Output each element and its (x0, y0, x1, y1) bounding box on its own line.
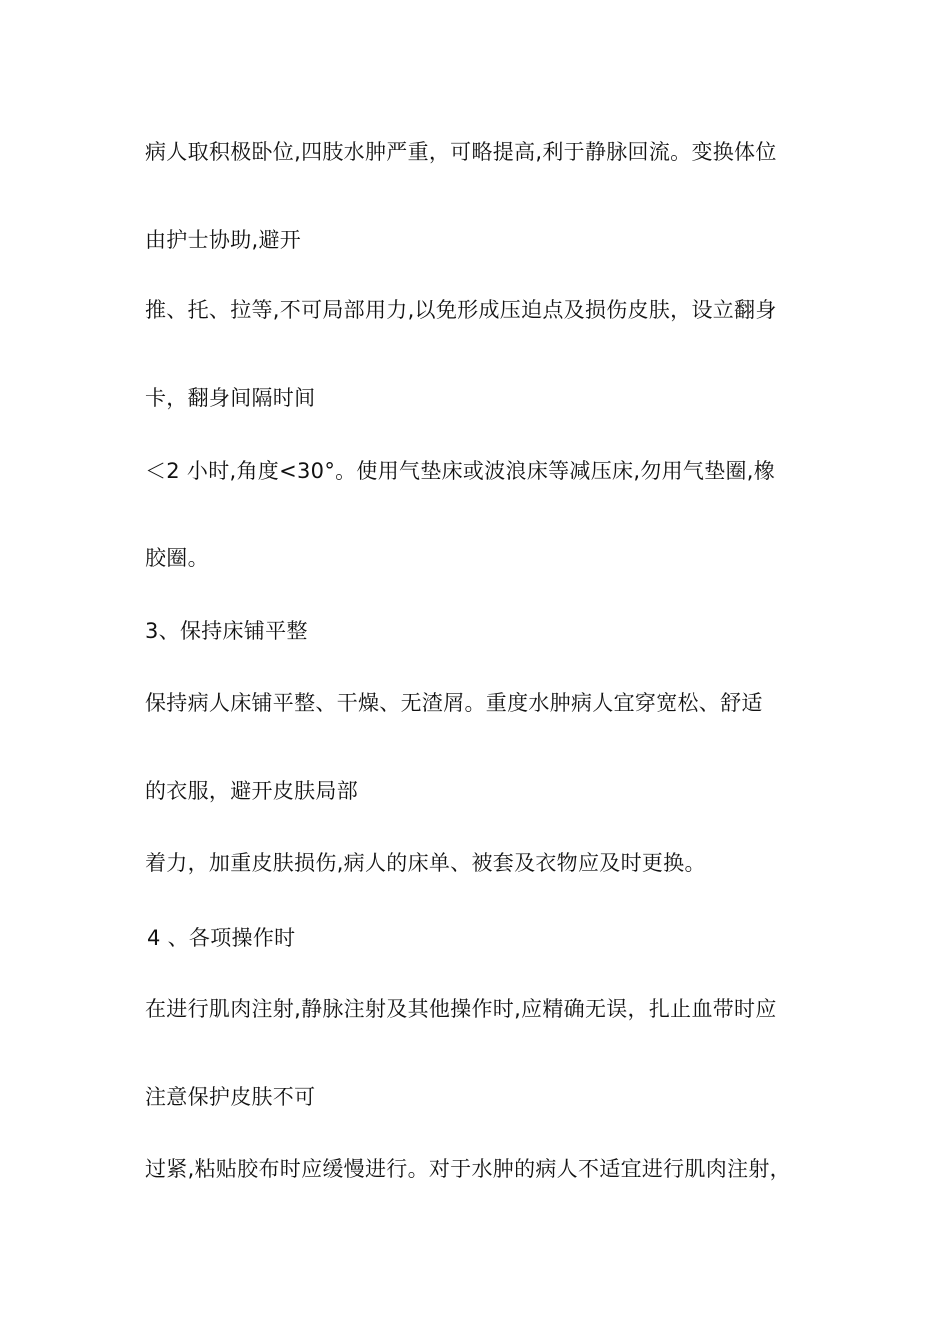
paragraph-line: 过紧,粘贴胶布时应缓慢进行。对于水肿的病人不适宜进行肌肉注射， (145, 1157, 791, 1181)
paragraph-line: 由护士协助,避开 (145, 228, 302, 252)
paragraph-line: 的衣服，避开皮肤局部 (145, 779, 358, 803)
paragraph-line: 病人取积极卧位,四肢水肿严重，可略提高,利于静脉回流。变换体位 (145, 140, 777, 164)
paragraph-line: 注意保护皮肤不可 (145, 1085, 316, 1109)
paragraph-line: 保持病人床铺平整、干燥、无渣屑。重度水肿病人宜穿宽松、舒适 (145, 691, 763, 715)
section-heading: 4 、各项操作时 (147, 926, 296, 950)
paragraph-line: ＜2 小时,角度<30°。使用气垫床或波浪床等减压床,勿用气垫圈,橡 (145, 459, 776, 483)
paragraph-line: 着力，加重皮肤损伤,病人的床单、被套及衣物应及时更换。 (145, 851, 706, 875)
paragraph-line: 在进行肌肉注射,静脉注射及其他操作时,应精确无误，扎止血带时应 (145, 997, 777, 1021)
section-heading: 3、保持床铺平整 (145, 619, 308, 643)
paragraph-line: 卡，翻身间隔时间 (145, 386, 316, 410)
paragraph-line: 胶圈。 (145, 546, 209, 570)
paragraph-line: 推、托、拉等,不可局部用力,以免形成压迫点及损伤皮肤，设立翻身 (145, 298, 777, 322)
